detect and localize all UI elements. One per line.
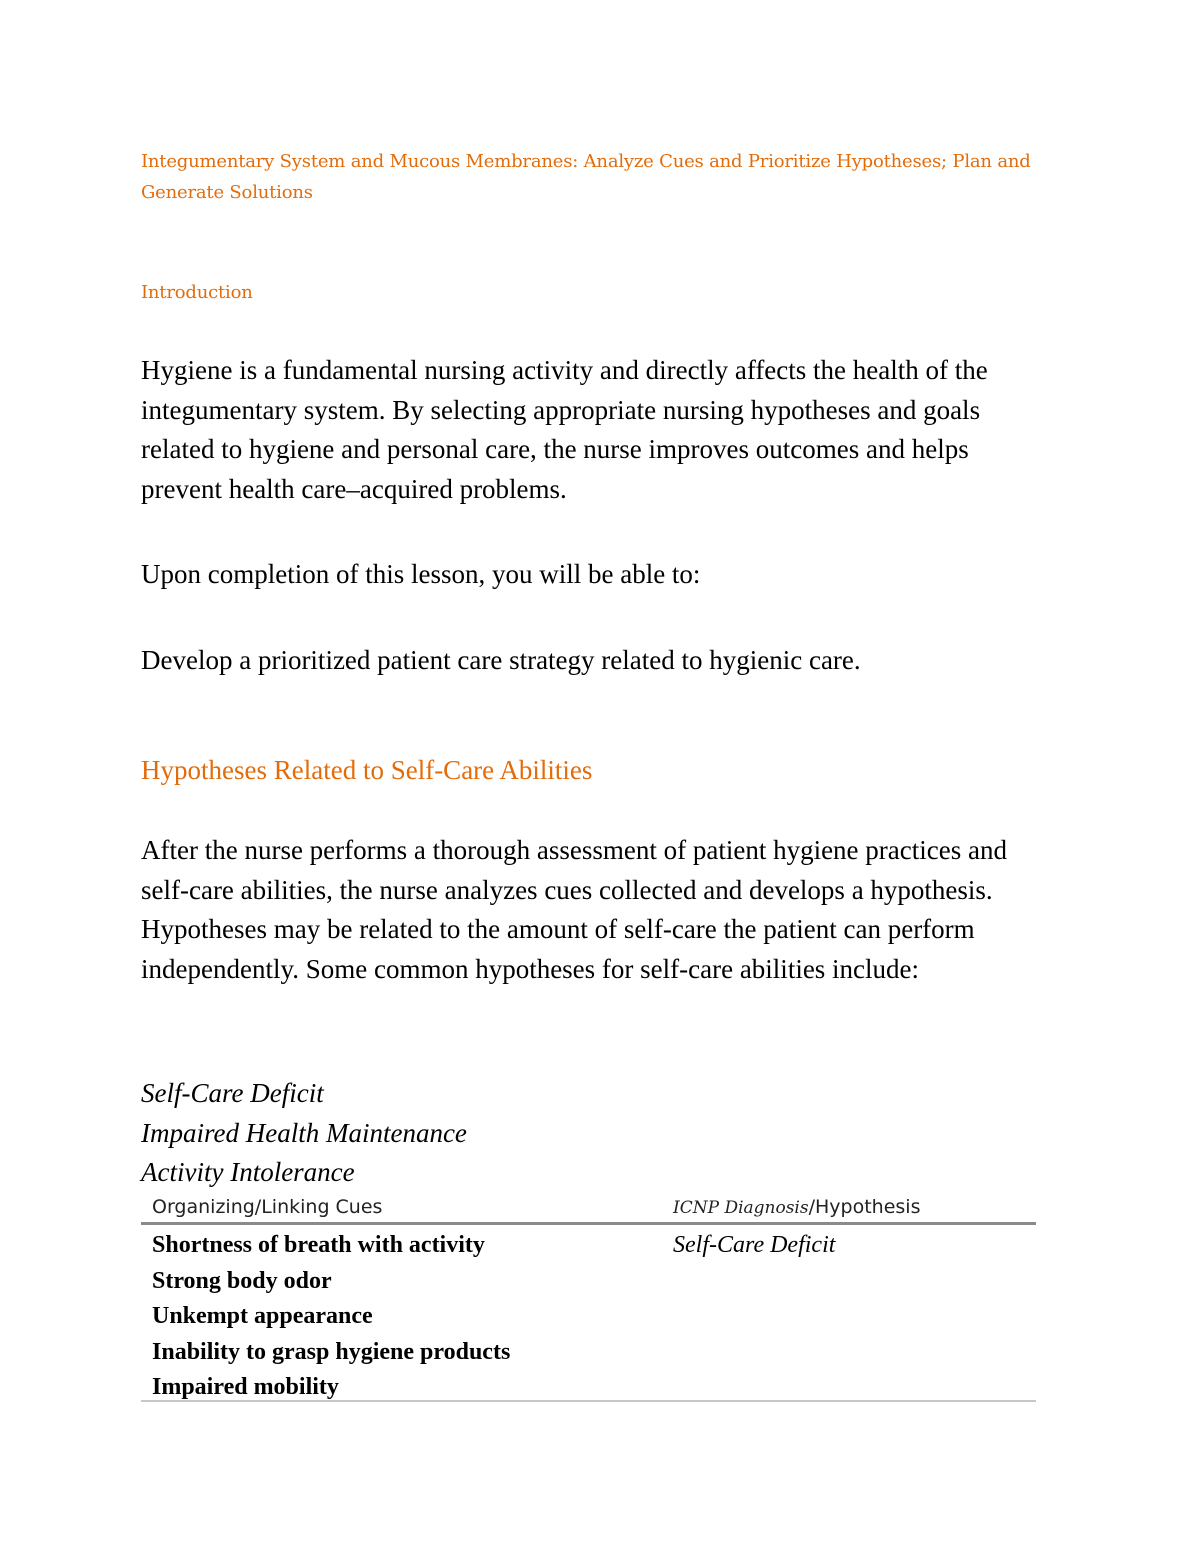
hypothesis-item: Impaired Health Maintenance	[141, 1117, 467, 1148]
cue-item: Inability to grasp hygiene products	[152, 1338, 511, 1365]
icnp-diagnosis-label: ICNP Diagnosis	[673, 1198, 809, 1218]
hypothesis-item: Activity Intolerance	[141, 1157, 355, 1187]
diagnosis-column-header	[673, 1193, 920, 1222]
cues-diagnosis-table	[141, 1190, 1036, 1402]
intro-paragraph: Hygiene is a fundamental nursing activity and directly affects the health of the integumentary system. By selecting appropriate nursing hypotheses and goals related to hygiene and personal care, the nurse improves outcomes and helps prevent health care–acquired problems.	[141, 355, 988, 504]
hypothesis-label: /Hypothesis	[808, 1196, 921, 1218]
objective-item: Develop a prioritized patient care strategy related to hygienic care.	[141, 645, 861, 675]
cue-item: Unkempt appearance	[152, 1303, 373, 1329]
cues-column-header: Organizing/Linking Cues	[152, 1196, 383, 1218]
table-row	[141, 1225, 1036, 1402]
cues-list	[152, 1228, 510, 1406]
objectives-lead: Upon completion of this lesson, you will be able to:	[141, 559, 701, 589]
cue-item: Impaired mobility	[152, 1374, 339, 1400]
document-title: Integumentary System and Mucous Membranes: Analyze Cues and Prioritize Hypotheses; Plan and Generate Solutions	[141, 151, 1031, 203]
cue-item: Strong body odor	[152, 1267, 332, 1294]
cue-item: Shortness of breath with activity	[152, 1232, 485, 1258]
hypotheses-paragraph: After the nurse performs a thorough assessment of patient hygiene practices and self-care abilities, the nurse analyzes cues collected and develops a hypothesis. Hypotheses may be related to the amount of self-care the patient can perform independently. Some common hypotheses for self-care abilities include:	[141, 835, 1007, 984]
introduction-label: Introduction	[141, 282, 253, 303]
table-header-row	[141, 1190, 1036, 1225]
hypotheses-list	[141, 1074, 467, 1193]
diagnosis-cell: Self-Care Deficit	[673, 1232, 836, 1258]
hypothesis-item: Self-Care Deficit	[141, 1078, 324, 1108]
section-heading: Hypotheses Related to Self-Care Abilities	[141, 755, 593, 785]
